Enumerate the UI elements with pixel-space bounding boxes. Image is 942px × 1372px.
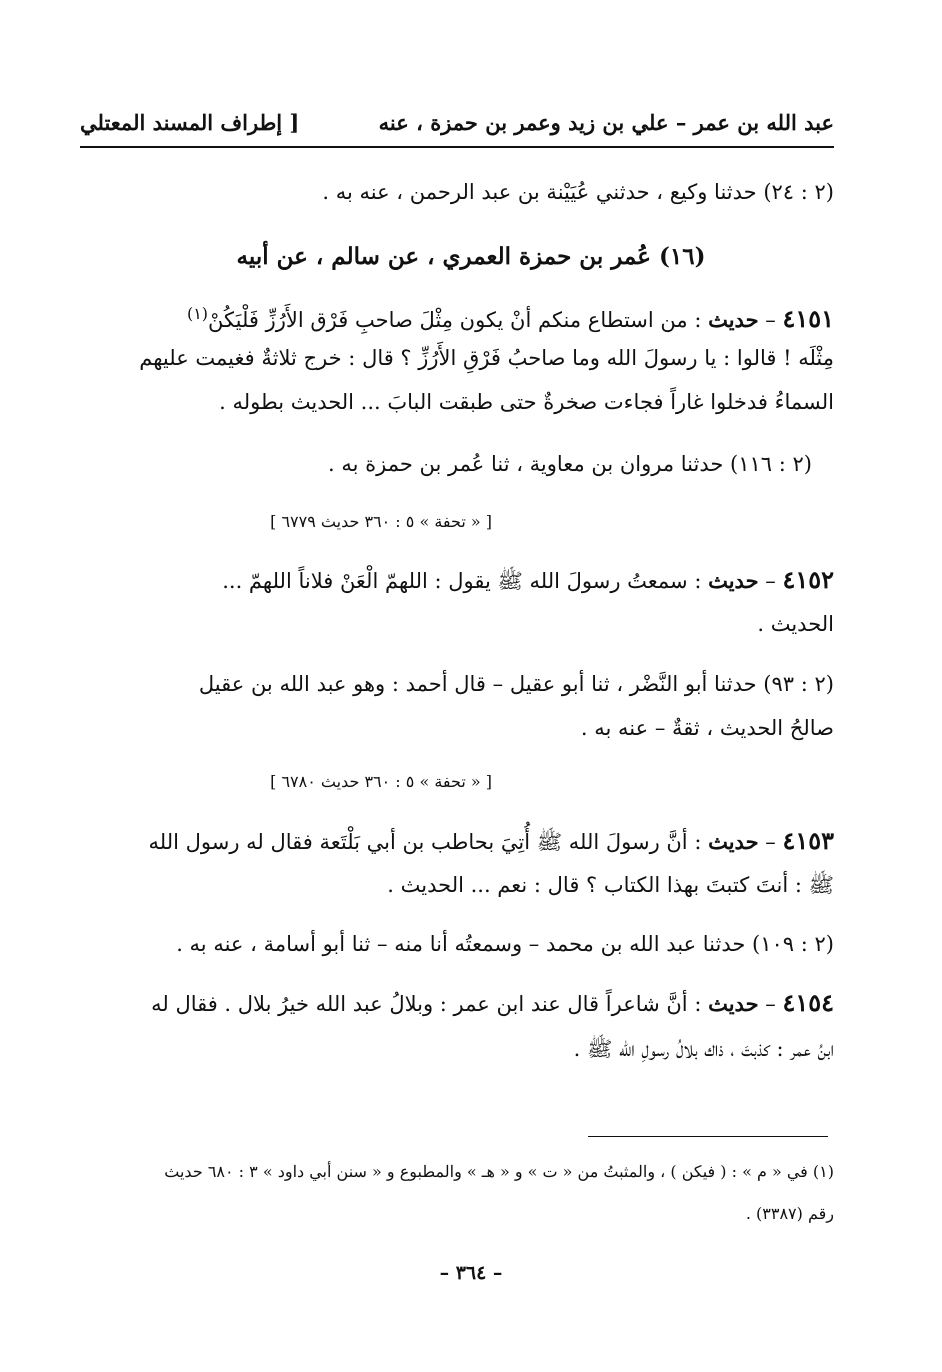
hadith-text: : أنَّ شاعراً قال عند ابن عمر : وبلالُ عبد الله خيرُ بلال . فقال له [151, 992, 709, 1016]
hadith-keyword: حديث [708, 829, 759, 854]
hadith-4154-line-2: ابنُ عمر : كذبتَ ، ذاك بلالُ رسولِ الله ﷺ . [573, 1037, 834, 1061]
hadith-4152-isnad-1: (٢ : ٩٣) حدثنا أبو النَّضْر ، ثنا أبو عقيل – قال أحمد : وهو عبد الله بن عقيل [198, 672, 834, 696]
hadith-4152-line-2: الحديث . [757, 612, 834, 636]
hadith-text: : من استطاع منكم أنْ يكون مِثْلَ صاحبِ فَرْق الأَرُزِّ فَلْيَكُنْ [208, 308, 709, 332]
isnad-line: (٢ : ٢٤) حدثنا وكيع ، حدثني عُيَيْنة بن عبد الرحمن ، عنه به . [322, 180, 834, 204]
hadith-keyword: حديث [708, 991, 759, 1016]
hadith-4151-isnad: (٢ : ١١٦) حدثنا مروان بن معاوية ، ثنا عُمر بن حمزة به . [328, 452, 812, 476]
footnote-rule [588, 1136, 828, 1137]
page-number: – ٣٦٤ – [439, 1262, 503, 1284]
hadith-text: : أنَّ رسولَ الله ﷺ أُتِيَ بحاطب بن أبي بَلْتَعة فقال له رسول الله [148, 830, 709, 854]
hadith-4153-isnad: (٢ : ١٠٩) حدثنا عبد الله بن محمد – وسمعتُه أنا منه – ثنا أبو أسامة ، عنه به . [176, 932, 834, 956]
hadith-4152-line-1: ٤١٥٢ – حديث : سمعتُ رسولَ الله ﷺ يقول : اللهمّ الْعَنْ فلاناً اللهمّ ... [222, 565, 834, 594]
hadith-number: ٤١٥٣ [782, 826, 834, 855]
hadith-number: ٤١٥٢ [782, 565, 834, 594]
running-header-title: عبد الله بن عمر – علي بن زيد وعمر بن حمزة ، عنه [378, 110, 834, 135]
hadith-keyword: حديث [708, 307, 759, 332]
hadith-text: : سمعتُ رسولَ الله ﷺ يقول : اللهمّ الْعَنْ فلاناً اللهمّ ... [222, 569, 709, 593]
hadith-4152-isnad-2: صالحُ الحديث ، ثقةٌ – عنه به . [580, 716, 834, 740]
hadith-4151-line-3: السماءُ فدخلوا غاراً فجاءت صخرةٌ حتى طبقت البابَ ... الحديث بطوله . [219, 390, 834, 414]
footnote-line-2: رقم (٣٣٨٧) . [745, 1204, 834, 1223]
header-rule [80, 146, 834, 148]
hadith-4153-line-2: ﷺ : أنتَ كتبتَ بهذا الكتاب ؟ قال : نعم ... الحديث . [387, 873, 834, 897]
hadith-number: ٤١٥١ [782, 304, 834, 333]
footnote-line-1: (١) في « م » : ( فيكن ) ، والمثبتُ من « ت » و « هـ » والمطبوع و « سنن أبي داود » ٣ : ٦٨٠ حديث [164, 1162, 834, 1181]
footnote-ref[interactable]: (١) [186, 304, 209, 323]
hadith-keyword: حديث [708, 568, 759, 593]
tuhfa-reference: [ « تحفة » ٥ : ٣٦٠ حديث ٦٧٧٩ ] [270, 512, 492, 531]
hadith-4154-line-1: ٤١٥٤ – حديث : أنَّ شاعراً قال عند ابن عمر : وبلالُ عبد الله خيرُ بلال . فقال له [151, 988, 834, 1017]
hadith-number: ٤١٥٤ [782, 988, 834, 1017]
hadith-4151-line-2: مِثْلَه ! قالوا : يا رسولَ الله وما صاحبُ فَرْقِ الأَرُزِّ ؟ قال : خرج ثلاثةٌ فغيمت عليهم [139, 346, 834, 370]
hadith-4153-line-1: ٤١٥٣ – حديث : أنَّ رسولَ الله ﷺ أُتِيَ بحاطب بن أبي بَلْتَعة فقال له رسول الله [148, 826, 834, 855]
running-header-book: [ إطراف المسند المعتلي [80, 110, 300, 135]
hadith-4151-line-1: ٤١٥١ – حديث : من استطاع منكم أنْ يكون مِثْلَ صاحبِ فَرْق الأَرُزِّ فَلْيَكُنْ$^{(١)}$ [186, 304, 834, 333]
section-title: (١٦) عُمر بن حمزة العمري ، عن سالم ، عن أبيه [236, 243, 706, 270]
tuhfa-reference: [ « تحفة » ٥ : ٣٦٠ حديث ٦٧٨٠ ] [270, 772, 492, 791]
